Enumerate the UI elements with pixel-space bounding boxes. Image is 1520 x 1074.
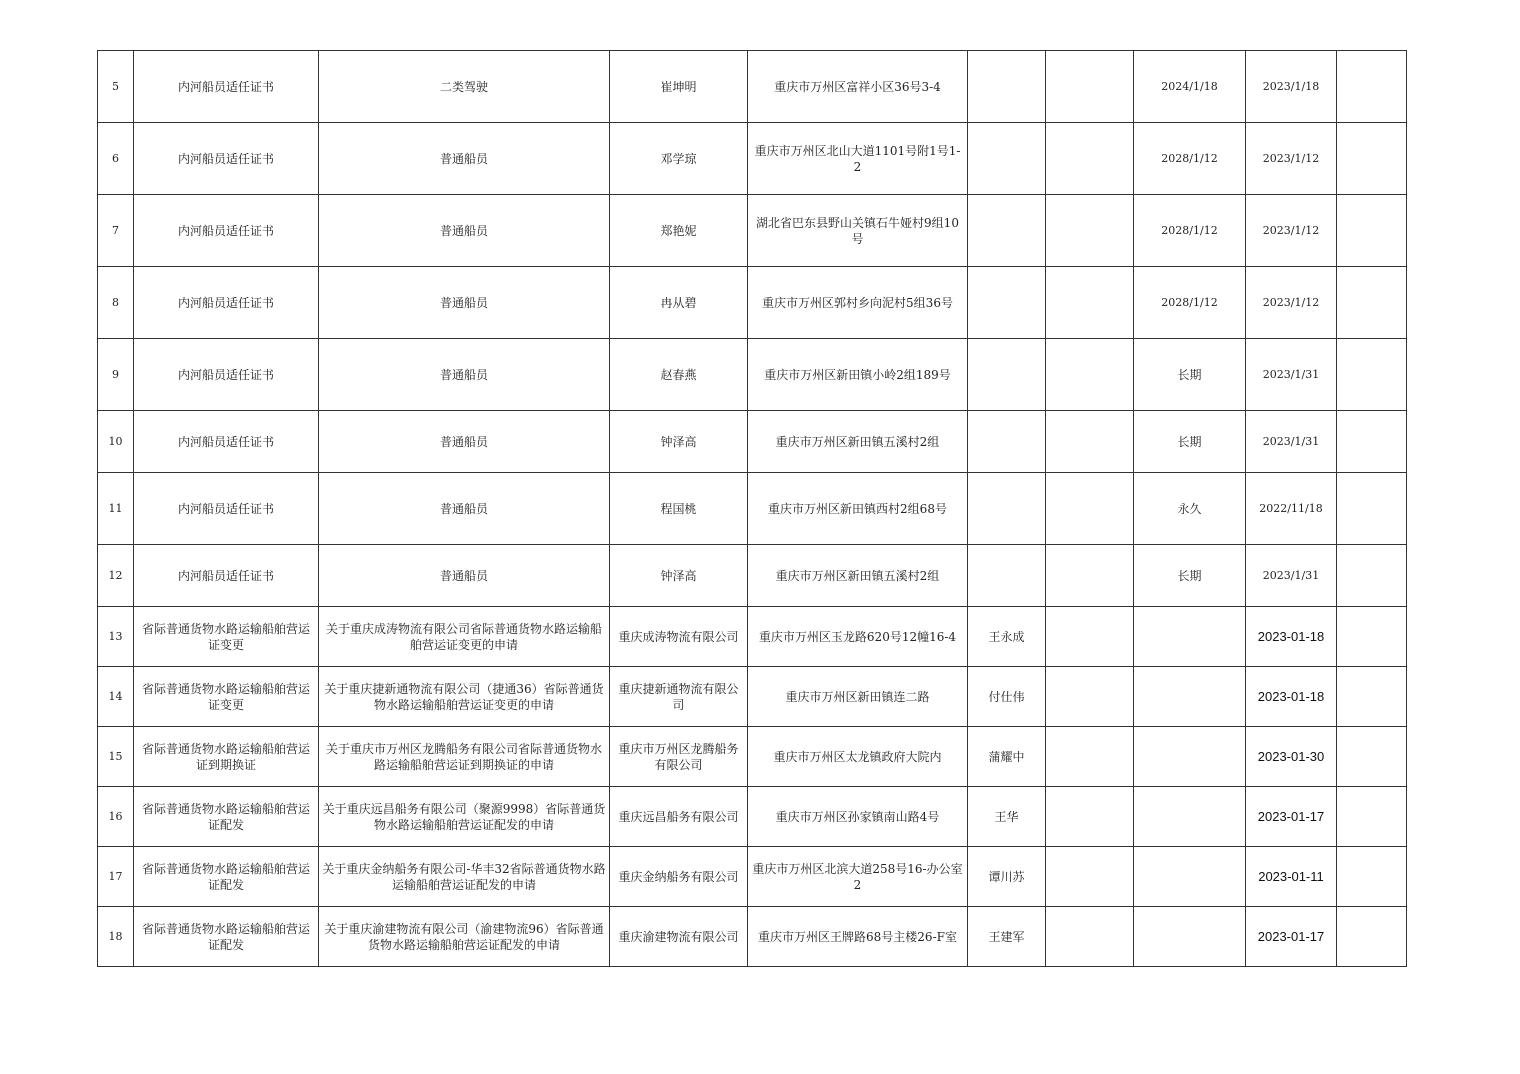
cell-no: 9 [98, 339, 134, 411]
cell-address: 重庆市万州区新田镇连二路 [748, 667, 968, 727]
cell-col7 [1046, 787, 1134, 847]
cell-item: 关于重庆金纳船务有限公司-华丰32省际普通货物水路运输船舶营运证配发的申请 [319, 847, 610, 907]
table-row [98, 473, 1407, 545]
cell-no: 8 [98, 267, 134, 339]
cell-contact [968, 195, 1046, 267]
table-row [98, 51, 1407, 123]
cell-item: 关于重庆市万州区龙腾船务有限公司省际普通货物水路运输船舶营运证到期换证的申请 [319, 727, 610, 787]
cell-contact: 蒲耀中 [968, 727, 1046, 787]
cell-party: 重庆渝建物流有限公司 [610, 907, 748, 967]
cell-no: 6 [98, 123, 134, 195]
cell-expiry [1134, 847, 1246, 907]
cell-item: 二类驾驶 [319, 51, 610, 123]
cell-item: 普通船员 [319, 267, 610, 339]
cell-date: 2023/1/31 [1246, 411, 1337, 473]
cell-item: 关于重庆捷新通物流有限公司（捷通36）省际普通货物水路运输船舶营运证变更的申请 [319, 667, 610, 727]
cell-type: 省际普通货物水路运输船舶营运证到期换证 [134, 727, 319, 787]
cell-type: 内河船员适任证书 [134, 195, 319, 267]
cell-item: 关于重庆远昌船务有限公司（聚源9998）省际普通货物水路运输船舶营运证配发的申请 [319, 787, 610, 847]
cell-type: 内河船员适任证书 [134, 267, 319, 339]
cell-no: 16 [98, 787, 134, 847]
table-row [98, 607, 1407, 667]
table-row [98, 267, 1407, 339]
cell-expiry: 永久 [1134, 473, 1246, 545]
cell-expiry: 2024/1/18 [1134, 51, 1246, 123]
cell-col7 [1046, 607, 1134, 667]
cell-expiry [1134, 607, 1246, 667]
table-row [98, 545, 1407, 607]
cell-address: 重庆市万州区太龙镇政府大院内 [748, 727, 968, 787]
cell-type: 省际普通货物水路运输船舶营运证配发 [134, 787, 319, 847]
cell-date: 2023/1/12 [1246, 195, 1337, 267]
cell-expiry: 长期 [1134, 339, 1246, 411]
cell-expiry [1134, 667, 1246, 727]
cell-contact [968, 473, 1046, 545]
cell-party: 郑艳妮 [610, 195, 748, 267]
cell-no: 18 [98, 907, 134, 967]
cell-expiry: 2028/1/12 [1134, 123, 1246, 195]
cell-party: 钟泽高 [610, 411, 748, 473]
cell-expiry: 长期 [1134, 411, 1246, 473]
cell-no: 17 [98, 847, 134, 907]
table-row [98, 411, 1407, 473]
cell-contact [968, 545, 1046, 607]
cell-party: 重庆捷新通物流有限公司 [610, 667, 748, 727]
cell-item: 关于重庆渝建物流有限公司（渝建物流96）省际普通货物水路运输船舶营运证配发的申请 [319, 907, 610, 967]
table-row [98, 195, 1407, 267]
cell-type: 内河船员适任证书 [134, 339, 319, 411]
cell-type: 省际普通货物水路运输船舶营运证配发 [134, 847, 319, 907]
cell-item: 普通船员 [319, 473, 610, 545]
cell-col7 [1046, 195, 1134, 267]
cell-date: 2023/1/31 [1246, 545, 1337, 607]
records-table [97, 50, 1407, 967]
cell-address: 重庆市万州区新田镇五溪村2组 [748, 411, 968, 473]
table-row [98, 727, 1407, 787]
cell-party: 重庆远昌船务有限公司 [610, 787, 748, 847]
cell-expiry [1134, 727, 1246, 787]
cell-note [1337, 545, 1407, 607]
cell-party: 赵春燕 [610, 339, 748, 411]
cell-col7 [1046, 123, 1134, 195]
cell-date: 2023-01-11 [1246, 847, 1337, 907]
cell-type: 内河船员适任证书 [134, 545, 319, 607]
cell-address: 重庆市万州区郭村乡向泥村5组36号 [748, 267, 968, 339]
cell-col7 [1046, 907, 1134, 967]
cell-col7 [1046, 667, 1134, 727]
cell-note [1337, 123, 1407, 195]
cell-address: 重庆市万州区北山大道1101号附1号1-2 [748, 123, 968, 195]
cell-contact [968, 51, 1046, 123]
cell-note [1337, 411, 1407, 473]
cell-party: 崔坤明 [610, 51, 748, 123]
cell-no: 11 [98, 473, 134, 545]
cell-col7 [1046, 847, 1134, 907]
cell-date: 2023/1/18 [1246, 51, 1337, 123]
cell-address: 重庆市万州区新田镇小岭2组189号 [748, 339, 968, 411]
cell-contact [968, 411, 1046, 473]
cell-party: 程国桃 [610, 473, 748, 545]
cell-no: 14 [98, 667, 134, 727]
cell-type: 内河船员适任证书 [134, 51, 319, 123]
cell-col7 [1046, 267, 1134, 339]
cell-expiry [1134, 787, 1246, 847]
cell-col7 [1046, 339, 1134, 411]
cell-party: 冉从碧 [610, 267, 748, 339]
cell-date: 2023/1/12 [1246, 267, 1337, 339]
cell-date: 2023/1/31 [1246, 339, 1337, 411]
cell-note [1337, 339, 1407, 411]
cell-col7 [1046, 51, 1134, 123]
cell-address: 重庆市万州区新田镇西村2组68号 [748, 473, 968, 545]
cell-address: 重庆市万州区新田镇五溪村2组 [748, 545, 968, 607]
table-row [98, 847, 1407, 907]
cell-note [1337, 473, 1407, 545]
cell-contact: 王建军 [968, 907, 1046, 967]
cell-note [1337, 667, 1407, 727]
cell-date: 2022/11/18 [1246, 473, 1337, 545]
cell-item: 普通船员 [319, 339, 610, 411]
cell-col7 [1046, 545, 1134, 607]
cell-col7 [1046, 411, 1134, 473]
cell-note [1337, 727, 1407, 787]
cell-col7 [1046, 727, 1134, 787]
cell-item: 普通船员 [319, 123, 610, 195]
cell-note [1337, 847, 1407, 907]
cell-type: 省际普通货物水路运输船舶营运证配发 [134, 907, 319, 967]
cell-address: 重庆市万州区孙家镇南山路4号 [748, 787, 968, 847]
cell-address: 重庆市万州区玉龙路620号12幢16-4 [748, 607, 968, 667]
cell-item: 关于重庆成涛物流有限公司省际普通货物水路运输船舶营运证变更的申请 [319, 607, 610, 667]
cell-date: 2023-01-18 [1246, 607, 1337, 667]
cell-contact: 谭川苏 [968, 847, 1046, 907]
cell-note [1337, 267, 1407, 339]
table-row [98, 907, 1407, 967]
cell-address: 重庆市万州区富祥小区36号3-4 [748, 51, 968, 123]
cell-no: 5 [98, 51, 134, 123]
cell-contact: 王永成 [968, 607, 1046, 667]
cell-type: 省际普通货物水路运输船舶营运证变更 [134, 667, 319, 727]
cell-note [1337, 51, 1407, 123]
cell-date: 2023-01-17 [1246, 907, 1337, 967]
cell-expiry: 2028/1/12 [1134, 195, 1246, 267]
cell-party: 邓学琼 [610, 123, 748, 195]
table-row [98, 667, 1407, 727]
cell-contact: 付仕伟 [968, 667, 1046, 727]
cell-contact [968, 267, 1046, 339]
cell-no: 13 [98, 607, 134, 667]
table-row [98, 787, 1407, 847]
cell-type: 内河船员适任证书 [134, 473, 319, 545]
cell-item: 普通船员 [319, 195, 610, 267]
cell-party: 重庆成涛物流有限公司 [610, 607, 748, 667]
cell-expiry: 2028/1/12 [1134, 267, 1246, 339]
cell-no: 15 [98, 727, 134, 787]
cell-party: 重庆市万州区龙腾船务有限公司 [610, 727, 748, 787]
cell-expiry [1134, 907, 1246, 967]
cell-note [1337, 787, 1407, 847]
cell-type: 内河船员适任证书 [134, 123, 319, 195]
cell-contact [968, 123, 1046, 195]
cell-address: 重庆市万州区北滨大道258号16-办公室2 [748, 847, 968, 907]
cell-no: 12 [98, 545, 134, 607]
cell-date: 2023-01-17 [1246, 787, 1337, 847]
cell-date: 2023-01-18 [1246, 667, 1337, 727]
cell-type: 内河船员适任证书 [134, 411, 319, 473]
cell-party: 钟泽高 [610, 545, 748, 607]
table-body [98, 51, 1407, 967]
cell-date: 2023/1/12 [1246, 123, 1337, 195]
table-row [98, 339, 1407, 411]
cell-contact [968, 339, 1046, 411]
cell-note [1337, 907, 1407, 967]
cell-address: 湖北省巴东县野山关镇石牛娅村9组10号 [748, 195, 968, 267]
cell-type: 省际普通货物水路运输船舶营运证变更 [134, 607, 319, 667]
cell-item: 普通船员 [319, 545, 610, 607]
cell-date: 2023-01-30 [1246, 727, 1337, 787]
cell-item: 普通船员 [319, 411, 610, 473]
cell-no: 7 [98, 195, 134, 267]
table-row [98, 123, 1407, 195]
cell-address: 重庆市万州区王牌路68号主楼26-F室 [748, 907, 968, 967]
cell-note [1337, 195, 1407, 267]
cell-note [1337, 607, 1407, 667]
cell-expiry: 长期 [1134, 545, 1246, 607]
cell-no: 10 [98, 411, 134, 473]
cell-party: 重庆金纳船务有限公司 [610, 847, 748, 907]
cell-col7 [1046, 473, 1134, 545]
cell-contact: 王华 [968, 787, 1046, 847]
